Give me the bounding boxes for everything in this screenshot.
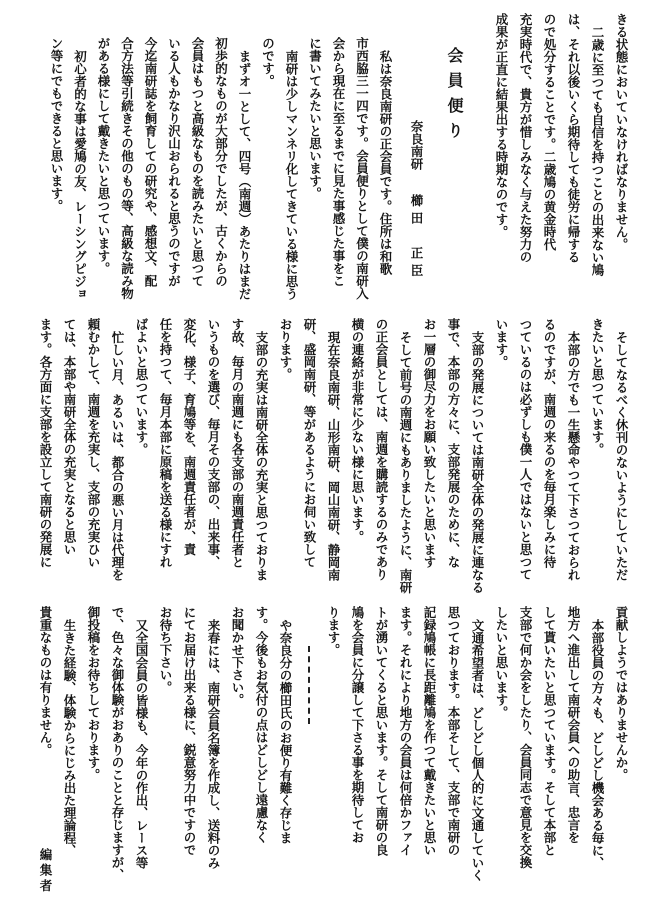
article-text-line: 記録鳩帳に長距離鳩を作つて戴きたいと思い [422,606,437,856]
article-text-line: つているのは必ずしも僕一人ではないと思つて [518,318,533,581]
article-text-line: 変化、様子、育鳩等を、南週責任者が、責 [182,318,197,556]
article-text-line: す故、毎月の南週にも各支部の南週責任者と [230,318,245,568]
article-text-line: 横の連絡が非常に少ない様に思います。 [350,318,365,543]
editor-note [33,606,297,902]
continuation-text-line: きる状態においていなければなりません。 [614,13,629,251]
article-text-line: 任を持つて、毎月本部に原稿を送る様にすれ [158,318,173,568]
editor-note-line: す。今後もお気付の点はどしどし遠慮なく [254,606,269,844]
article-text-line: 今迄南研誌を飼育しての研究や、感想文、配 [143,37,158,287]
article-title: 会員便り [445,47,464,147]
article-text-line: 本部役員の方々も、どしどし機会ある毎に、 [590,618,605,869]
article-text-line: 南研は少しマンネリ化してきている様に思う [284,49,299,300]
article-text-line: います。 [494,318,509,368]
author-affiliation: 奈良南研 [409,120,424,170]
article-text-line: 現在奈良南研、山形南研、岡山南研、静岡南 [326,330,341,581]
editor-note-line: で、色々な御体験がおありのことと存じますが、 [110,606,125,881]
article-text-line: 会員はもつと高級なものを読みたいと思つて [190,37,205,287]
middle-section [27,318,633,600]
editor-signature: 編集者 [38,847,53,894]
editor-note-line: 又全国会員の皆様も、今年の作出、レース等 [134,618,149,869]
article-text-line: 私は奈良南研の正会員です。住所は和歌 [378,49,393,275]
article-text-line: おります。 [278,318,293,381]
article-text-line: ります。 [326,606,341,656]
editor-note-line: お待ち下さい。 [158,606,173,694]
top-section [27,13,633,303]
dashed-line [308,646,310,724]
article-text-line: お一層の御尽力をお願い致したいと思います [422,318,437,568]
article-text-line: ばよいと思つています。 [134,318,149,456]
editor-note-line: にてお届け出来る様に、鋭意努力中ですので [182,606,197,856]
article-text-line: 市西脇三一四です。会員便りとして僕の南研入 [354,37,370,300]
article-body-final [321,606,633,902]
article-text-line: 忙しい月、あるいは、都合の悪い月は代理を [110,330,125,581]
article-text-line: 支部の発展については南研全体の発展に連なる [470,330,485,593]
previous-article-continuation [489,13,633,303]
article-text-line: がある様にして戴きたいと思つています。 [96,37,111,275]
article-text-line: ます。各方面に支部を設立して南研の発展に [38,318,53,568]
continuation-text-line: は、それ以後いくら期待しても徒労に帰する [566,13,581,263]
article-text-line: 鳩を会員に分譲して下さる事を期待してお [350,606,365,844]
article-text-line: ます。それにより地方の会員は何倍かファイ [398,606,413,856]
article-text-line: の正会員としては、南週を購読するのみであり [374,318,389,581]
editor-note-line: や奈良分の櫛田氏のお便り有難く存じま [278,618,293,844]
continuation-text-line: 二歳に至つても自信を持つことの出来ない鳩 [590,25,605,276]
bottom-section [27,606,633,902]
article-body-continued [33,318,633,600]
editor-note-line [33,606,57,902]
article-text-line: 文通希望者は、どしどし個人的に文通していく [470,618,485,881]
article-text-line: いうものを選び、毎月その支部の、出来事、 [206,318,221,568]
article-text-line: まずオ一として、四号（南週）あたりはまだ [237,49,252,300]
article-text-line: るのですが、南週の来るのを毎月楽しみに待 [542,318,557,568]
article-text-line: 支部で何か会をしたり、会員同志で意見を交換 [518,606,533,869]
continuation-text-line: 成果が正直に結果出する時期なのです。 [494,13,509,238]
editor-note-line: お聞かせ下さい。 [230,606,245,706]
dashed-divider [297,606,321,902]
article-text-line: 事で、本部の方々に、支部発展のために、な [446,318,461,568]
article-text-line: きたいと思つています。 [590,318,605,456]
article-text-line: に書いてみたいと思います。 [307,37,323,200]
article-text-line: ン等にでもできると思います。 [49,37,64,212]
article-text-line: 初心者的な事は愛鳩の友、レーシングピジョ [72,49,88,300]
author-name: 櫛田 正臣 [409,194,424,282]
article-text-line: そしてなるべく休刊のないようにしていただ [614,330,629,581]
article-text-line: そして前号の南週にもありましたように、南研 [398,330,413,593]
article-body [45,13,398,303]
article-text-line: 研、盛岡南研、等があるようにお伺い致して [302,318,317,568]
article-text-line: 地方へ進出して南研会員への助言、忠言を [566,606,581,844]
editor-note-line: 御投稿をお待ちしております。 [86,606,101,781]
article-text-line: 初歩的なものが大部分でしたが、古くからの [213,37,229,287]
editor-note-line: 生きた経験、体験からにじみ出た理論程、 [62,618,77,856]
article-text-line: 貢献しようではありませんか。 [614,606,629,781]
article-text-line: して貰いたいと思つています。そして本部と [542,606,557,856]
article-text-line: トが湧いてくると思います。そして南研の良 [374,606,389,856]
article-text-line: いる人もかなり沢山おられると思うのですが [166,37,182,287]
article-text-line: したいと思います。 [494,606,509,719]
article-text-line: 合方法等引続きその他のもの等、高級な読み物 [119,37,135,300]
article-text-line: 本部の方でも一生懸命やつて下さつておられ [566,330,581,581]
article-text-line: 頼むかして、南週を充実し、支部の充実ひい [86,318,101,568]
article-text-line: のです。 [260,37,276,87]
article-text-line: 会から現在に至るまでに見た事感じた事をこ [331,37,346,287]
editor-note-line-text: 貴重なものは有りません。 [38,606,53,756]
continuation-text-line: 充実時代で、貴方が惜しみなく与えた努力の [518,13,533,263]
article-text-line: 支部の充実は南研全体の充実と思つておりま [254,330,269,581]
article-text-line: 思つております。本部そして、支部で南研の [446,606,461,856]
continuation-text-line: ので処分することです。二歳鳩の黄金時代 [542,13,557,251]
editor-note-line: 来春には、南研会員名簿を作成し、送料のみ [206,618,221,869]
article-byline [403,13,429,303]
article-text-line: ては、本部や南研全体の充実となると思い [62,318,77,556]
